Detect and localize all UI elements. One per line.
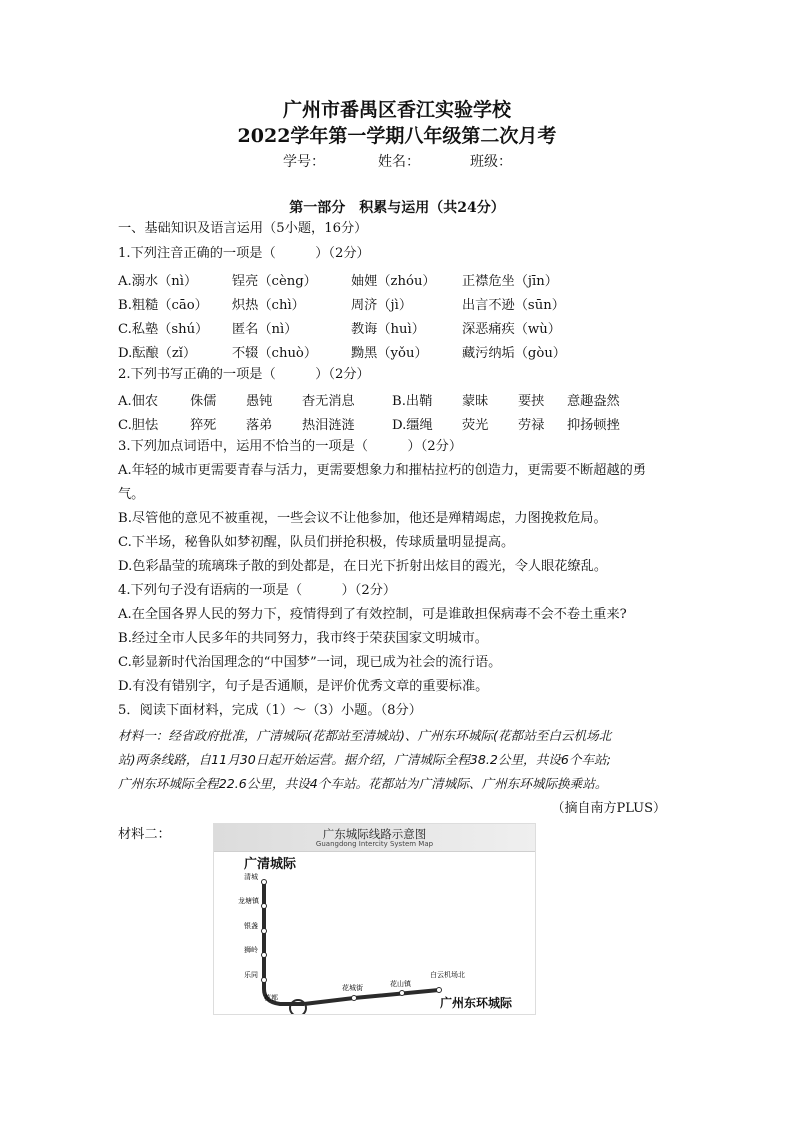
q1-option-c-2: 匿名（nì） <box>232 322 298 337</box>
q2-option-a-4: 杳无消息 <box>302 394 355 409</box>
q2-option-c-2: 猝死 <box>190 418 217 433</box>
line-guangqing-label: 广清城际 <box>244 857 297 872</box>
q1-option-d-3: 黝黑（yǒu） <box>351 346 428 361</box>
station-yinzhan: 银盏 <box>244 922 258 930</box>
q3-option-b: B.尽管他的意见不被重视，一些会议不让他参加，他还是殚精竭虑，力图挽救危局。 <box>118 511 607 526</box>
q2-option-c-4: 热泪涟涟 <box>302 418 355 433</box>
q2-option-a-1: A.佃农 <box>118 394 159 409</box>
q5-stem: 5．阅读下面材料，完成（1）～（3）小题。（8分） <box>118 703 422 718</box>
q2-stem: 2.下列书写正确的一项是（ ）（2分） <box>118 367 370 382</box>
q2-option-c-3: 落弟 <box>246 418 273 433</box>
q4-stem: 4.下列句子没有语病的一项是（ ）（2分） <box>118 583 397 598</box>
station-qingcheng: 清城 <box>244 873 258 881</box>
q4-option-b: B.经过全市人民多年的共同努力，我市终于荣获国家文明城市。 <box>118 631 488 646</box>
station-dot <box>352 996 357 1001</box>
q1-option-d-4: 藏污纳垢（gòu） <box>462 346 566 361</box>
section-title: 第一部分 积累与运用（共24分） <box>289 200 505 216</box>
map-diagram <box>214 824 535 1014</box>
q2-option-a-3: 愚钝 <box>246 394 273 409</box>
material-one-line-3: 广州东环城际全程22.6公里，共设4个车站。花都站为广清城际、广州东环城际换乘站。 <box>118 776 608 791</box>
q1-option-b-3: 周济（jì） <box>351 298 413 313</box>
q1-option-c-3: 教诲（huì） <box>351 322 425 337</box>
q1-option-d-2: 不辍（chuò） <box>232 346 318 361</box>
name-label: 姓名： <box>378 154 420 170</box>
q1-option-b-1: B.粗糙（cāo） <box>118 298 208 313</box>
q2-option-d-2: 荧光 <box>462 418 489 433</box>
q2-option-d-3: 劳禄 <box>518 418 545 433</box>
station-dot <box>262 880 267 885</box>
material-one-source: （摘自南方PLUS） <box>551 801 666 816</box>
q2-option-b-4: 意趣盎然 <box>567 394 620 409</box>
q2-option-a-2: 侏儒 <box>190 394 217 409</box>
station-huadu: 花都 <box>264 994 278 1002</box>
q2-option-b-1: B.出鞘 <box>392 394 433 409</box>
q1-option-c-4: 深恶痛疾（wù） <box>462 322 561 337</box>
q1-option-b-4: 出言不逊（sūn） <box>462 298 565 313</box>
material-one-line-2: 站)两条线路，自11月30日起开始运营。据介绍，广清城际全程38.2公里，共设6个车站; <box>118 752 611 767</box>
school-title: 广州市番禺区香江实验学校 <box>282 99 511 121</box>
exam-title: 2022学年第一学期八年级第二次月考 <box>237 125 557 147</box>
intercity-map <box>213 823 536 1015</box>
q2-option-b-2: 蒙昧 <box>462 394 489 409</box>
q1-option-d-1: D.酝酿（zǐ） <box>118 346 197 361</box>
station-dot <box>262 904 267 909</box>
station-dot <box>400 991 405 996</box>
q3-option-a: A.年轻的城市更需要青春与活力，更需要想象力和摧枯拉朽的创造力，更需要不断超越的勇 <box>118 463 647 478</box>
q1-option-c-1: C.私塾（shú） <box>118 322 209 337</box>
station-baiyun-airport-north: 白云机场北 <box>430 971 465 979</box>
q4-option-a: A.在全国各界人民的努力下，疫情得到了有效控制，可是谁敢担保病毒不会不卷土重来? <box>118 607 627 622</box>
station-huachengjie: 花城街 <box>342 984 363 992</box>
station-dot <box>437 988 442 993</box>
q1-stem: 1.下列注音正确的一项是（ ）（2分） <box>118 246 370 261</box>
q2-option-d-1: D.缰绳 <box>392 418 433 433</box>
station-letong: 乐同 <box>244 971 258 979</box>
student-no-label: 学号： <box>283 154 325 170</box>
station-dot <box>262 978 267 983</box>
map-title: 广东城际线路示意图 <box>322 827 427 841</box>
q1-option-a-4: 正襟危坐（jīn） <box>462 274 558 289</box>
q1-option-b-2: 炽热（chì） <box>232 298 305 313</box>
map-subtitle: Guangdong Intercity System Map <box>315 840 434 848</box>
q3-option-d: D.色彩晶莹的琉璃珠子散的到处都是，在日光下折射出炫目的霞光，令人眼花缭乱。 <box>118 559 608 574</box>
station-longtang: 龙塘镇 <box>238 897 259 905</box>
q1-option-a-3: 妯娌（zhóu） <box>351 274 436 289</box>
q1-option-a-2: 锃亮（cèng） <box>232 274 317 289</box>
line-east-ring-label: 广州东环城际 <box>440 996 513 1010</box>
station-dot <box>262 929 267 934</box>
station-dot <box>262 953 267 958</box>
q3-stem: 3.下列加点词语中，运用不恰当的一项是（ ）（2分） <box>118 439 463 454</box>
part-one-heading: 一、基础知识及语言运用（5小题，16分） <box>118 221 368 236</box>
q3-option-c: C.下半场，秘鲁队如梦初醒，队员们拼抢积极，传球质量明显提高。 <box>118 535 515 550</box>
line-east-ring <box>304 990 439 1004</box>
q2-option-d-4: 抑扬顿挫 <box>567 418 620 433</box>
q2-option-c-1: C.胆怯 <box>118 418 159 433</box>
line-guangqing <box>264 882 304 1004</box>
stations-guangqing <box>238 872 278 1002</box>
q4-option-d: D.有没有错别字，句子是否通顺，是评价优秀文章的重要标准。 <box>118 679 489 694</box>
material-one-line-1: 材料一：经省政府批准，广清城际(花都站至清城站)、广州东环城际(花都站至白云机场北 <box>118 728 612 743</box>
material-two-label: 材料二： <box>118 827 171 842</box>
q4-option-c: C.彰显新时代治国理念的“中国梦”一词，现已成为社会的流行语。 <box>118 655 502 670</box>
station-huashan: 花山镇 <box>390 980 411 988</box>
q2-option-b-3: 要挟 <box>518 394 545 409</box>
station-shiling: 狮岭 <box>244 946 258 954</box>
class-label: 班级： <box>470 154 512 170</box>
q3-option-a-cont: 气。 <box>118 487 145 502</box>
q1-option-a-1: A.溺水（nì） <box>118 274 198 289</box>
